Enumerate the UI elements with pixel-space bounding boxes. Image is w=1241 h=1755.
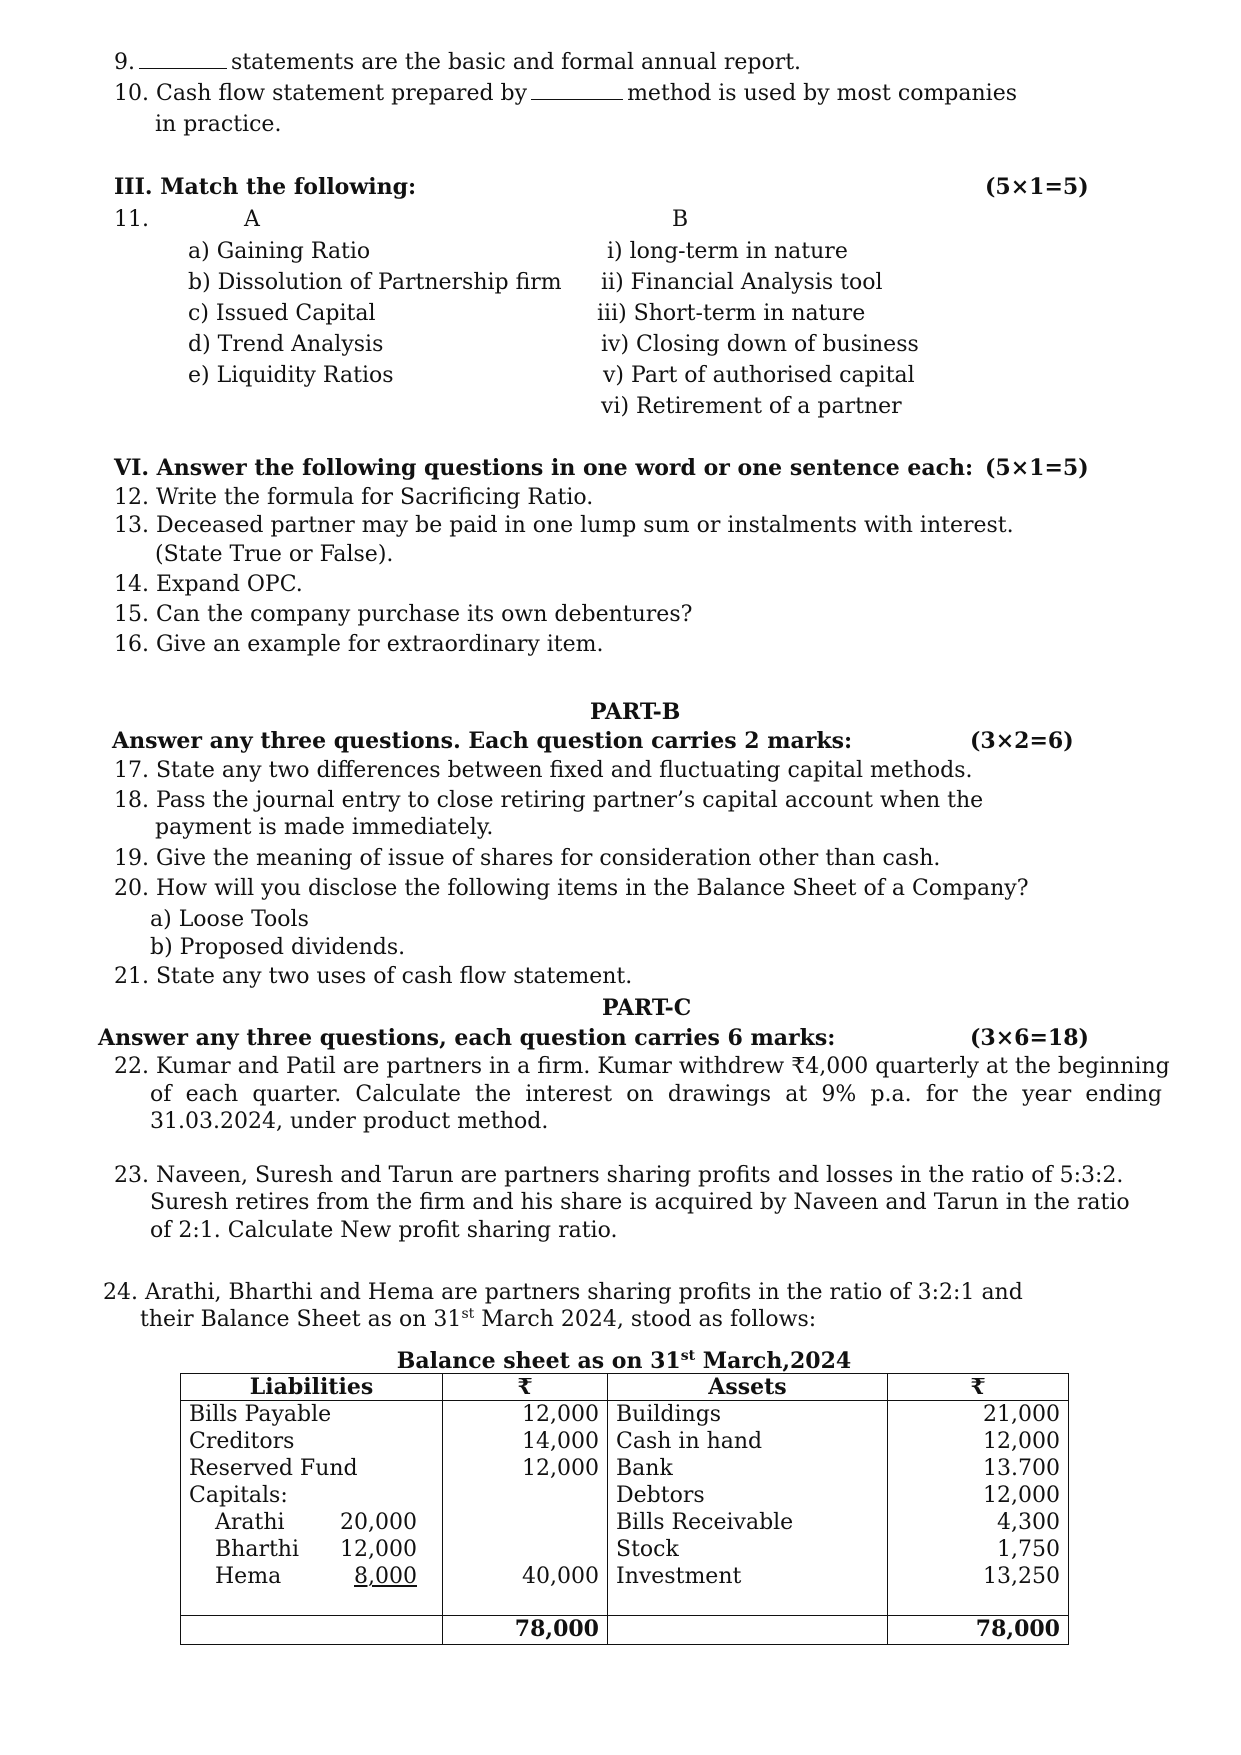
question-18: 18. Pass the journal entry to close retiring partner’s capital account when the <box>114 788 984 813</box>
empty-cell <box>451 1536 599 1563</box>
total-liabilities: 78,000 <box>443 1616 608 1645</box>
question-23-cont: Suresh retires from the firm and his share is acquired by Naveen and Tarun in the ratio <box>150 1190 1130 1215</box>
asset-label: Debtors <box>616 1483 705 1509</box>
answer-blank <box>531 99 623 100</box>
match-b-item: v) Part of authorised capital <box>603 363 915 388</box>
liabilities-header: Liabilities <box>181 1374 443 1401</box>
partner-capital: 8,000 <box>354 1564 417 1590</box>
liability-amount: 12,000 <box>522 1456 599 1482</box>
question-17: 17. State any two differences between fixed and fluctuating capital methods. <box>114 758 973 783</box>
asset-amount: 1,750 <box>997 1537 1060 1563</box>
match-b-item: iv) Closing down of business <box>601 332 919 357</box>
column-a-header: A <box>244 207 260 232</box>
question-13: 13. Deceased partner may be paid in one lump sum or instalments with interest. <box>114 513 1014 538</box>
question-24-cont: their Balance Sheet as on 31st March 2024, stood as follows: <box>140 1306 817 1332</box>
balance-sheet-header-row <box>181 1374 1069 1401</box>
balance-sheet-total-row <box>181 1616 1069 1645</box>
part-c-marks: (3×6=18) <box>970 1025 1089 1051</box>
match-b-item: i) long-term in nature <box>607 239 848 264</box>
part-c-instruction: Answer any three questions, each question carries 6 marks: <box>98 1025 836 1051</box>
question-19: 19. Give the meaning of issue of shares for consideration other than cash. <box>114 846 941 871</box>
asset-amount: 13,250 <box>983 1564 1060 1590</box>
liabilities-amount-column <box>443 1401 608 1616</box>
question-9: 9. statements are the basic and formal annual report. <box>114 50 802 75</box>
empty-cell <box>451 1509 599 1536</box>
match-b-item: iii) Short-term in nature <box>597 301 866 326</box>
match-a-item: a) Gaining Ratio <box>188 239 371 264</box>
total-assets: 78,000 <box>888 1616 1069 1645</box>
question-16: 16. Give an example for extraordinary item. <box>114 632 604 657</box>
empty-cell <box>451 1482 599 1509</box>
question-11-number: 11. <box>114 207 149 232</box>
liability-label: Bills Payable <box>189 1402 332 1428</box>
question-20-b: b) Proposed dividends. <box>150 935 406 960</box>
question-23: 23. Naveen, Suresh and Tarun are partners sharing profits and losses in the ratio of 5:3:2. <box>114 1163 1124 1188</box>
partner-name: Arathi <box>215 1510 285 1536</box>
match-a-item: c) Issued Capital <box>188 301 376 326</box>
question-10: 10. Cash flow statement prepared by method is used by most companies <box>114 81 1018 106</box>
assets-header: Assets <box>608 1374 888 1401</box>
asset-label: Cash in hand <box>616 1429 763 1455</box>
capital-row <box>189 1509 434 1536</box>
match-b-item: ii) Financial Analysis tool <box>601 270 883 295</box>
balance-sheet-title: Balance sheet as on 31st March,2024 <box>396 1348 852 1374</box>
partner-name: Hema <box>215 1564 282 1590</box>
asset-amount: 4,300 <box>997 1510 1060 1536</box>
part-b-marks: (3×2=6) <box>970 728 1074 754</box>
partner-capital: 12,000 <box>340 1537 417 1563</box>
question-22-cont: 31.03.2024, under product method. <box>150 1109 549 1134</box>
column-b-header: B <box>672 207 689 232</box>
capital-row <box>189 1563 434 1590</box>
part-b-instruction: Answer any three questions. Each question carries 2 marks: <box>112 728 853 754</box>
partner-capital: 20,000 <box>340 1510 417 1536</box>
balance-sheet-body <box>181 1401 1069 1616</box>
asset-amount: 12,000 <box>983 1483 1060 1509</box>
rupee-header: ₹ <box>888 1374 1069 1401</box>
part-c-title: PART-C <box>602 995 692 1021</box>
answer-blank <box>139 68 227 69</box>
question-13-cont: (State True or False). <box>155 542 394 567</box>
rupee-header: ₹ <box>443 1374 608 1401</box>
asset-label: Bank <box>616 1456 673 1482</box>
question-22: 22. Kumar and Patil are partners in a firm. Kumar withdrew ₹4,000 quarterly at the beginning <box>114 1054 1170 1079</box>
empty-cell <box>181 1616 443 1645</box>
part-b-title: PART-B <box>590 699 681 725</box>
asset-amount: 12,000 <box>983 1429 1060 1455</box>
question-20-a: a) Loose Tools <box>150 907 309 932</box>
asset-label: Bills Receivable <box>616 1510 794 1536</box>
question-23-cont: of 2:1. Calculate New profit sharing ratio. <box>150 1218 618 1243</box>
question-18-cont: payment is made immediately. <box>155 815 494 840</box>
match-a-item: b) Dissolution of Partnership firm <box>188 270 562 295</box>
match-a-item: d) Trend Analysis <box>188 332 384 357</box>
liability-label: Capitals: <box>189 1483 288 1509</box>
liability-amount: 14,000 <box>522 1429 599 1455</box>
asset-label: Stock <box>616 1537 679 1563</box>
question-24: 24. Arathi, Bharthi and Hema are partners sharing profits in the ratio of 3:2:1 and <box>103 1280 1023 1305</box>
asset-amount: 13.700 <box>983 1456 1060 1482</box>
balance-sheet-table <box>180 1373 1069 1645</box>
assets-column <box>608 1401 888 1616</box>
question-14: 14. Expand OPC. <box>114 572 303 597</box>
question-20: 20. How will you disclose the following items in the Balance Sheet of a Company? <box>114 876 1029 901</box>
liability-label: Reserved Fund <box>189 1456 358 1482</box>
section-iii-marks: (5×1=5) <box>985 174 1089 200</box>
liabilities-column <box>181 1401 443 1616</box>
asset-amount: 21,000 <box>983 1402 1060 1428</box>
liability-label: Creditors <box>189 1429 295 1455</box>
match-b-item: vi) Retirement of a partner <box>601 394 902 419</box>
question-10-cont: in practice. <box>155 112 282 137</box>
section-iii-heading: III. Match the following: <box>114 174 417 200</box>
section-vi-marks: (5×1=5) <box>985 455 1089 481</box>
partner-name: Bharthi <box>215 1537 300 1563</box>
assets-amount-column <box>888 1401 1069 1616</box>
question-15: 15. Can the company purchase its own debentures? <box>114 602 693 627</box>
capitals-total: 40,000 <box>522 1564 599 1590</box>
asset-label: Investment <box>616 1564 742 1590</box>
capital-row <box>189 1536 434 1563</box>
liability-amount: 12,000 <box>522 1402 599 1428</box>
section-vi-heading: VI. Answer the following questions in one word or one sentence each: <box>114 455 974 481</box>
asset-label: Buildings <box>616 1402 722 1428</box>
empty-cell <box>608 1616 888 1645</box>
question-12: 12. Write the formula for Sacrificing Ratio. <box>114 485 594 510</box>
match-a-item: e) Liquidity Ratios <box>188 363 394 388</box>
question-21: 21. State any two uses of cash flow statement. <box>114 964 633 989</box>
question-22-cont: of each quarter. Calculate the interest on drawings at 9% p.a. for the year ending <box>150 1082 1162 1107</box>
